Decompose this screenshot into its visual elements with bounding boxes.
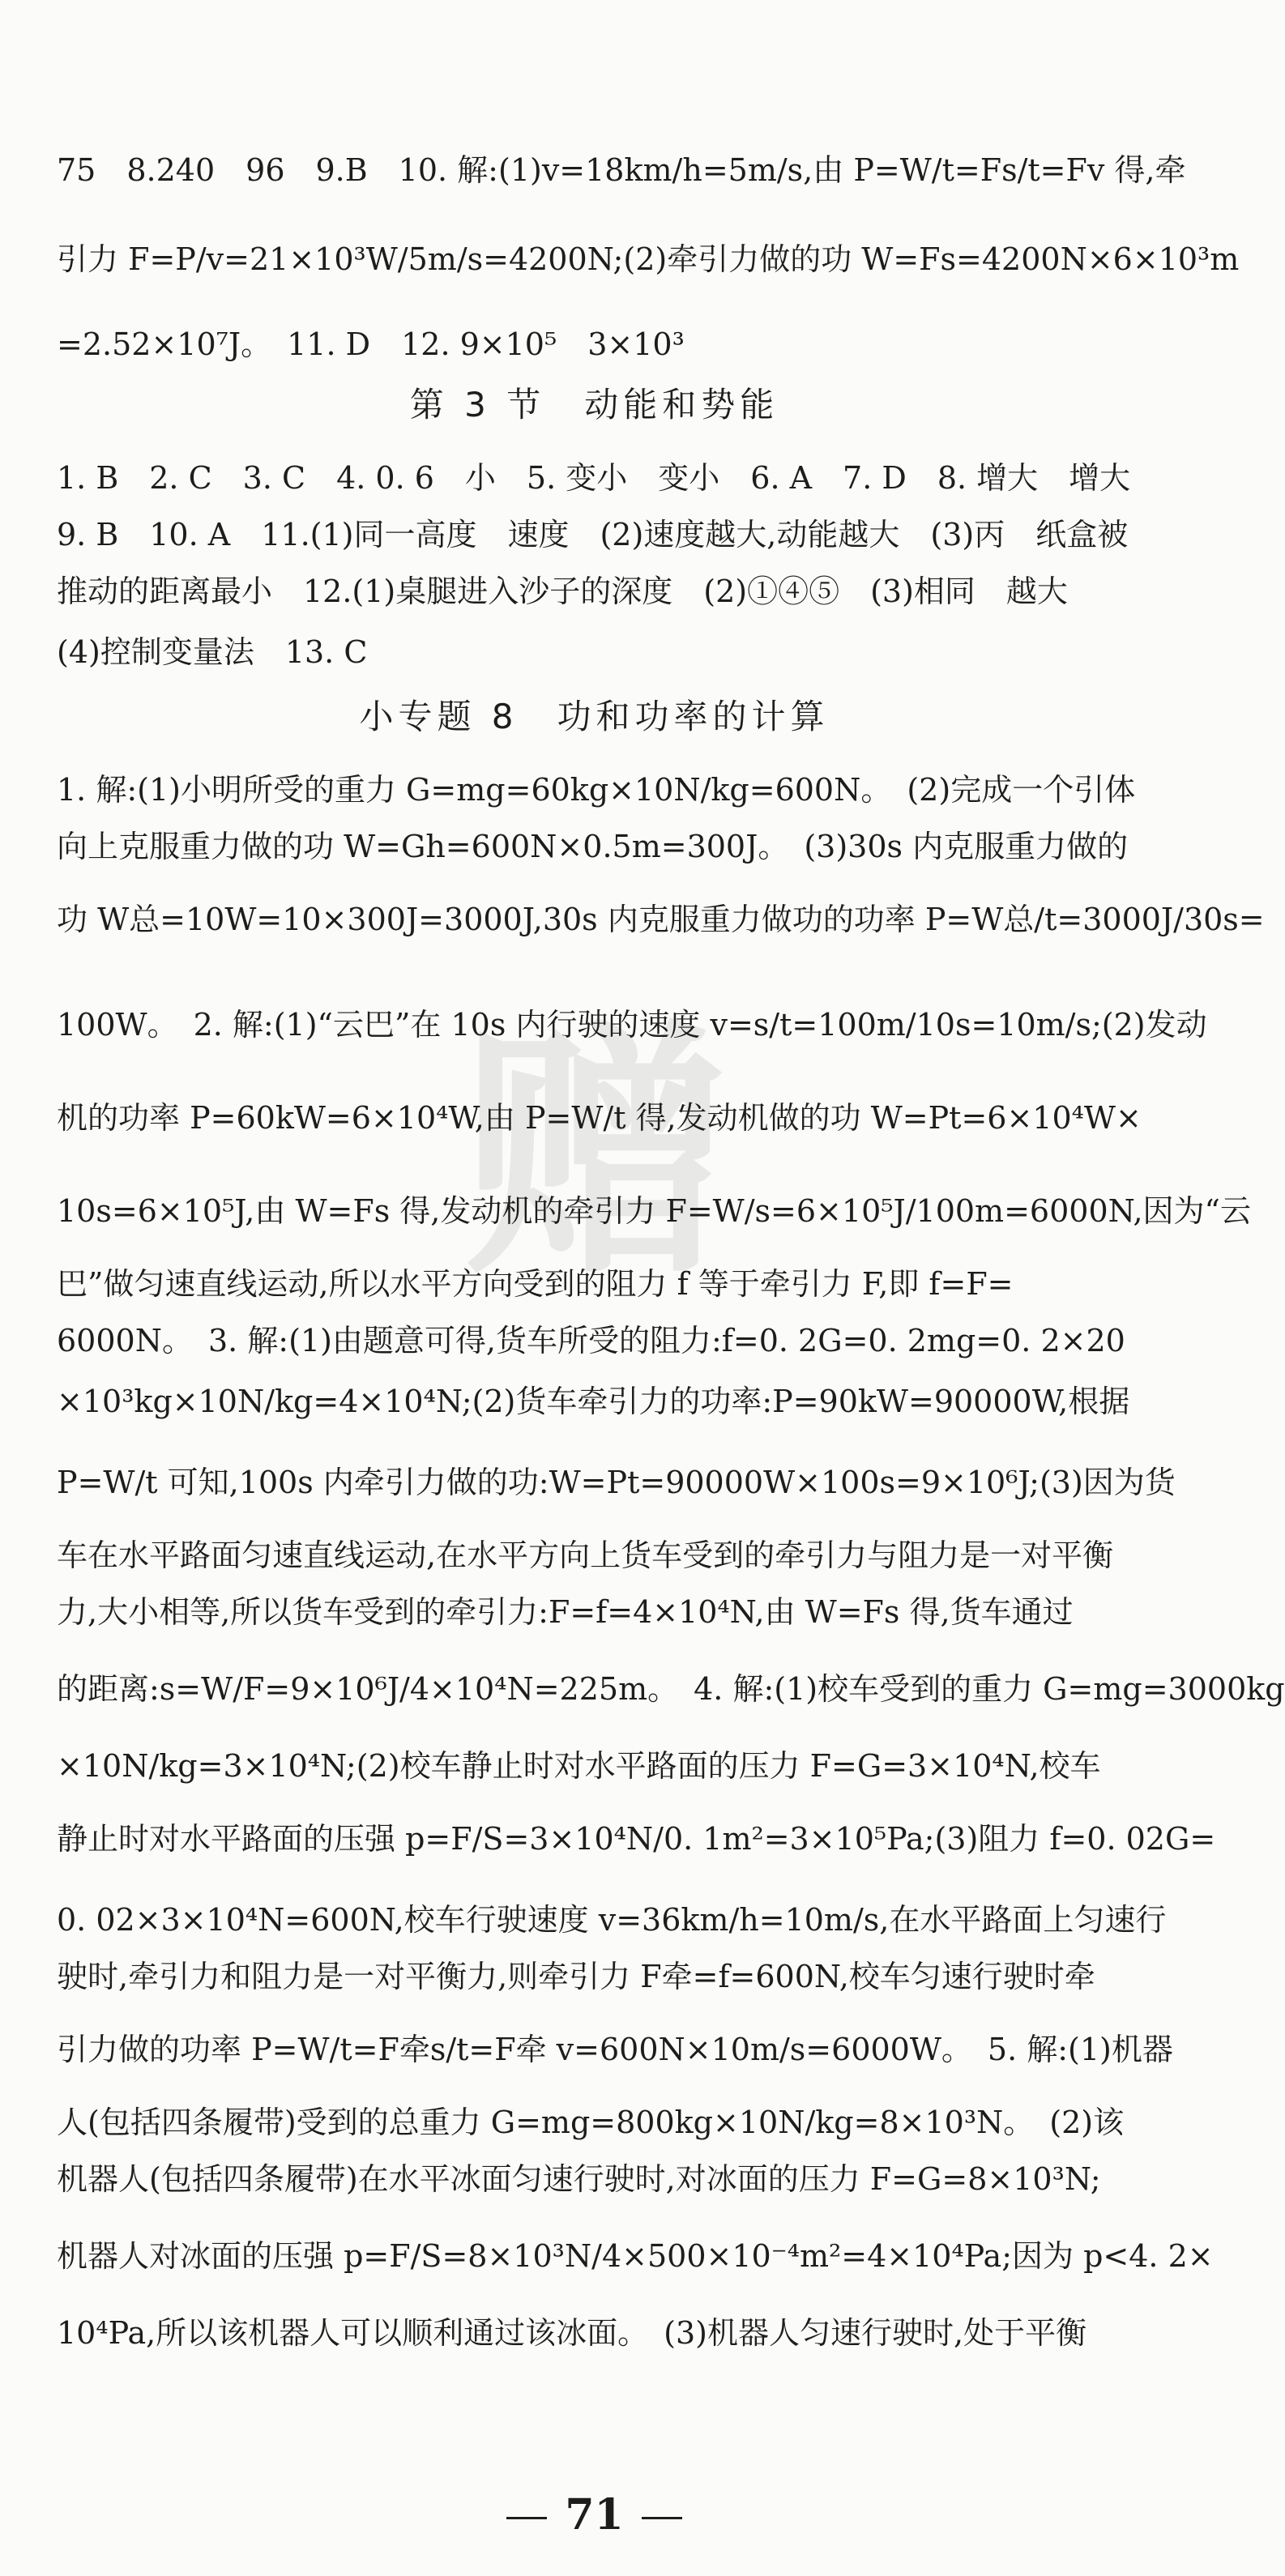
text-line: 10s=6×10⁵J,由 W=Fs 得,发动机的牵引力 F=W/s=6×10⁵J/100m=6000N,因为“云 (57, 1193, 1251, 1229)
section-heading-kinetic-potential-energy: 第 3 节 动能和势能 (409, 385, 779, 424)
text-line: 机器人(包括四条履带)在水平冰面匀速行驶时,对冰面的压力 F=G=8×10³N; (57, 2161, 1101, 2197)
text-line: 向上克服重力做的功 W=Gh=600N×0.5m=300J。 (3)30s 内克服重力做的 (57, 829, 1129, 864)
text-line: =2.52×10⁷J。 11. D 12. 9×10⁵ 3×10³ (57, 326, 685, 362)
watermark-stamp: 赠 (462, 999, 729, 1310)
text-line: 10⁴Pa,所以该机器人可以顺利通过该冰面。 (3)机器人匀速行驶时,处于平衡 (57, 2315, 1087, 2351)
text-line: 静止时对水平路面的压强 p=F/S=3×10⁴N/0. 1m²=3×10⁵Pa;(3)阻力 f=0. 02G= (57, 1821, 1216, 1857)
text-line: 6000N。 3. 解:(1)由题意可得,货车所受的阻力:f=0. 2G=0. 2mg=0. 2×20 (57, 1323, 1125, 1358)
text-line: 推动的距离最小 12.(1)桌腿进入沙子的深度 (2)①④⑤ (3)相同 越大 (57, 574, 1068, 609)
text-line: 人(包括四条履带)受到的总重力 G=mg=800kg×10N/kg=8×10³N。 (2)该 (57, 2105, 1125, 2140)
text-line: 的距离:s=W/F=9×10⁶J/4×10⁴N=225m。 4. 解:(1)校车受到的重力 G=mg=3000kg (57, 1671, 1285, 1707)
page-number-text: 71 (565, 2490, 624, 2540)
text-line: 0. 02×3×10⁴N=600N,校车行驶速度 v=36km/h=10m/s,在水平路面上匀速行 (57, 1902, 1167, 1938)
section-heading-work-power-calculation: 小专题 8 功和功率的计算 (359, 697, 830, 736)
page-number-dash-right (642, 2517, 682, 2519)
text-line: 9. B 10. A 11.(1)同一高度 速度 (2)速度越大,动能越大 (3)丙 纸盒被 (57, 517, 1129, 552)
text-line: ×10N/kg=3×10⁴N;(2)校车静止时对水平路面的压力 F=G=3×10⁴N,校车 (57, 1748, 1101, 1784)
text-line: 驶时,牵引力和阻力是一对平衡力,则牵引力 F牵=f=600N,校车匀速行驶时牵 (57, 1959, 1095, 1994)
page-number-dash-left (506, 2517, 547, 2519)
text-line: 引力做的功率 P=W/t=F牵s/t=F牵 v=600N×10m/s=6000W。 5. 解:(1)机器 (57, 2032, 1173, 2067)
text-line: (4)控制变量法 13. C (57, 634, 368, 670)
text-line: ×10³kg×10N/kg=4×10⁴N;(2)货车牵引力的功率:P=90kW=90000W,根据 (57, 1384, 1130, 1419)
text-line: P=W/t 可知,100s 内牵引力做的功:W=Pt=90000W×100s=9×10⁶J;(3)因为货 (57, 1465, 1176, 1500)
text-line: 机的功率 P=60kW=6×10⁴W,由 P=W/t 得,发动机做的功 W=Pt=6×10⁴W× (57, 1100, 1142, 1136)
text-line: 1. 解:(1)小明所受的重力 G=mg=60kg×10N/kg=600N。 (2)完成一个引体 (57, 772, 1136, 808)
text-line: 功 W总=10W=10×300J=3000J,30s 内克服重力做功的功率 P=W总/t=3000J/30s= (57, 902, 1265, 937)
text-line: 车在水平路面匀速直线运动,在水平方向上货车受到的牵引力与阻力是一对平衡 (57, 1537, 1114, 1573)
text-line: 100W。 2. 解:(1)“云巴”在 10s 内行驶的速度 v=s/t=100m/10s=10m/s;(2)发动 (57, 1007, 1207, 1043)
page-number (0, 2487, 1189, 2544)
text-line: 力,大小相等,所以货车受到的牵引力:F=f=4×10⁴N,由 W=Fs 得,货车通过 (57, 1594, 1074, 1630)
text-line: 机器人对冰面的压强 p=F/S=8×10³N/4×500×10⁻⁴m²=4×10⁴Pa;因为 p<4. 2× (57, 2238, 1214, 2274)
text-line: 引力 F=P/v=21×10³W/5m/s=4200N;(2)牵引力做的功 W=Fs=4200N×6×10³m (57, 241, 1240, 277)
text-line: 巴”做匀速直线运动,所以水平方向受到的阻力 f 等于牵引力 F,即 f=F= (57, 1266, 1014, 1302)
text-line: 75 8.240 96 9.B 10. 解:(1)v=18km/h=5m/s,由 P=W/t=Fs/t=Fv 得,牵 (57, 152, 1186, 188)
text-line: 1. B 2. C 3. C 4. 0. 6 小 5. 变小 变小 6. A 7. D 8. 增大 增大 (57, 460, 1131, 496)
